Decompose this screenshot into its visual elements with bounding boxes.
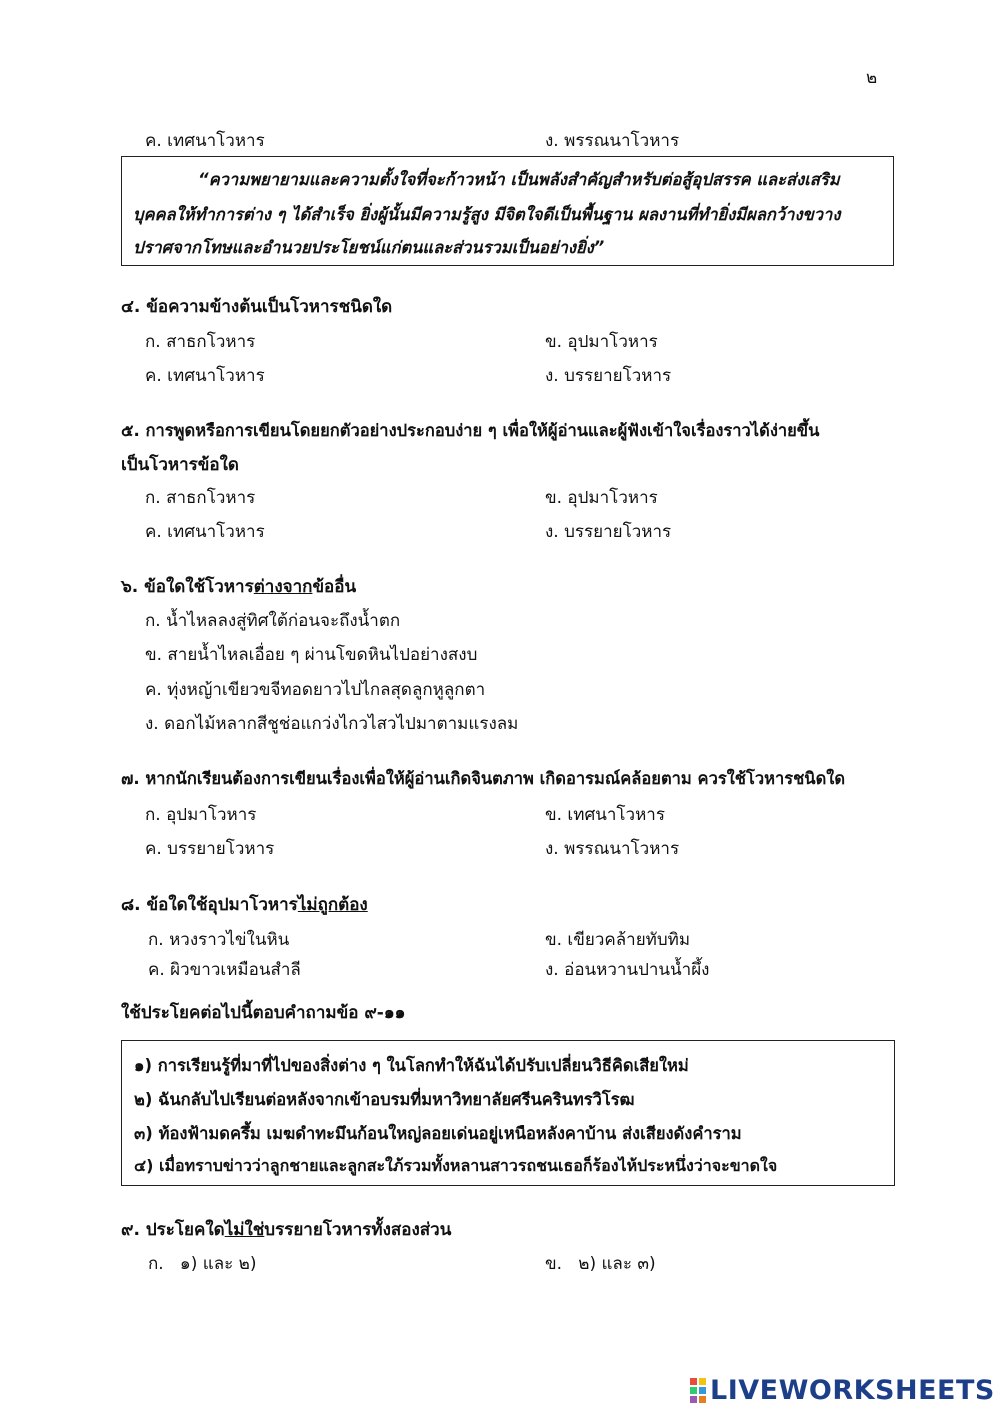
- instruction: ใช้ประโยคต่อไปนี้ตอบคำถามข้อ ๙-๑๑: [121, 1003, 406, 1023]
- sentence-2: ๒) ฉันกลับไปเรียนต่อหลังจากเข้าอบรมที่มหาวิทยาลัยศรีนครินทรวิโรฒ: [134, 1090, 635, 1109]
- page-number: ๒: [866, 68, 878, 88]
- sentence-1: ๑) การเรียนรู้ที่มาที่ไปของสิ่งต่าง ๆ ในโลกทำให้ฉันได้ปรับเปลี่ยนวิธีคิดเสียใหม่: [134, 1056, 689, 1075]
- sentence-3: ๓) ท้องฟ้ามดครึ้ม เมฆดำทะมึนก้อนใหญ่ลอยเด่นอยู่เหนือหลังคาบ้าน ส่งเสียงดังคำราม: [134, 1124, 742, 1143]
- q6-choice-c[interactable]: ค. ทุ่งหญ้าเขียวขจีทอดยาวไปไกลสุดลูกหูลูกตา: [145, 680, 486, 700]
- q6-choice-b[interactable]: ข. สายน้ำไหลเอื่อย ๆ ผ่านโขดหินไปอย่างสงบ: [145, 645, 478, 665]
- q4-choice-c[interactable]: ค. เทศนาโวหาร: [145, 366, 265, 386]
- q8-choice-c[interactable]: ค. ผิวขาวเหมือนสำลี: [148, 960, 301, 980]
- q8-question: [121, 891, 368, 918]
- q8-question-prefix: ๘. ข้อใดใช้อุปมาโวหาร: [121, 895, 298, 915]
- q9-question-suffix: บรรยายโวหารทั้งสองส่วน: [264, 1220, 452, 1240]
- logo-text: LIVEWORKSHEETS: [710, 1374, 995, 1406]
- q8-choice-a[interactable]: ก. หวงราวไข่ในหิน: [148, 930, 290, 950]
- q6-choice-d[interactable]: ง. ดอกไม้หลากสีชูช่อแกว่งไกวไสวไปมาตามแรงลม: [145, 714, 519, 734]
- q6-question-emphasis: ต่างจาก: [253, 577, 313, 597]
- quote-line-2: บุคคลให้ทำการต่าง ๆ ได้สำเร็จ ยิ่งผู้นั้นมีความรู้สูง มีจิตใจดีเป็นพื้นฐาน ผลงานที่ทำยิ่งมีผลกว้างขวาง: [133, 205, 841, 224]
- q9-question-emphasis: ไม่ใช่: [224, 1220, 265, 1240]
- q6-question-prefix: ๖. ข้อใดใช้โวหาร: [121, 577, 254, 597]
- q4-question: ๔. ข้อความข้างต้นเป็นโวหารชนิดใด: [121, 297, 393, 317]
- q9-choice-b[interactable]: ข. ๒) และ ๓): [545, 1254, 656, 1274]
- q8-question-emphasis: ไม่ถูกต้อง: [297, 895, 368, 915]
- q9-question-prefix: ๙. ประโยคใด: [121, 1220, 225, 1240]
- q4-choice-b[interactable]: ข. อุปมาโวหาร: [545, 332, 658, 352]
- q8-choice-d[interactable]: ง. อ่อนหวานปานน้ำผึ้ง: [545, 960, 710, 980]
- q7-choice-d[interactable]: ง. พรรณนาโวหาร: [545, 839, 680, 859]
- q7-choice-b[interactable]: ข. เทศนาโวหาร: [545, 805, 665, 825]
- q4-choice-a[interactable]: ก. สาธกโวหาร: [145, 332, 256, 352]
- sentences-box: [121, 1040, 895, 1186]
- q5-choice-a[interactable]: ก. สาธกโวหาร: [145, 488, 256, 508]
- q4-choice-d[interactable]: ง. บรรยายโวหาร: [545, 366, 672, 386]
- q5-question-line-2: เป็นโวหารข้อใด: [121, 455, 239, 475]
- q5-choice-d[interactable]: ง. บรรยายโวหาร: [545, 522, 672, 542]
- q7-choice-c[interactable]: ค. บรรยายโวหาร: [145, 839, 275, 859]
- q5-question-line-1: ๕. การพูดหรือการเขียนโดยยกตัวอย่างประกอบง่าย ๆ เพื่อให้ผู้อ่านและผู้ฟังเข้าใจเรื่องราวได้ง่ายขึ้น: [121, 421, 820, 440]
- top-choice-d[interactable]: ง. พรรณนาโวหาร: [545, 131, 680, 151]
- quote-line-3: ปราศจากโทษและอำนวยประโยชน์แก่ตนและส่วนรวมเป็นอย่างยิ่ง”: [133, 238, 605, 257]
- q6-question-suffix: ข้ออื่น: [312, 577, 357, 597]
- sentence-4: ๔) เมื่อทราบข่าวว่าลูกชายและลูกสะใภ้รวมทั้งหลานสาวรถชนเธอก็ร้องไห้ประหนึ่งว่าจะขาดใจ: [134, 1156, 778, 1175]
- q7-choice-a[interactable]: ก. อุปมาโวหาร: [145, 805, 257, 825]
- liveworksheets-logo: [690, 1372, 995, 1408]
- q5-choice-b[interactable]: ข. อุปมาโวหาร: [545, 488, 658, 508]
- q9-question: [121, 1216, 451, 1243]
- q6-question: [121, 573, 356, 600]
- logo-mark-icon: [690, 1378, 706, 1403]
- q5-choice-c[interactable]: ค. เทศนาโวหาร: [145, 522, 265, 542]
- top-choice-c[interactable]: ค. เทศนาโวหาร: [145, 131, 265, 151]
- quote-line-1: “ความพยายามและความตั้งใจที่จะก้าวหน้า เป็นพลังสำคัญสำหรับต่อสู้อุปสรรค และส่งเสริม: [198, 170, 840, 189]
- q8-choice-b[interactable]: ข. เขียวคล้ายทับทิม: [545, 930, 691, 950]
- q6-choice-a[interactable]: ก. น้ำไหลลงสู่ทิศใต้ก่อนจะถึงน้ำตก: [145, 611, 401, 631]
- quote-box: [121, 156, 894, 266]
- q7-question: ๗. หากนักเรียนต้องการเขียนเรื่องเพื่อให้ผู้อ่านเกิดจินตภาพ เกิดอารมณ์คล้อยตาม ควรใช้โวหารชนิดใด: [121, 769, 846, 788]
- q9-choice-a[interactable]: ก. ๑) และ ๒): [148, 1254, 257, 1274]
